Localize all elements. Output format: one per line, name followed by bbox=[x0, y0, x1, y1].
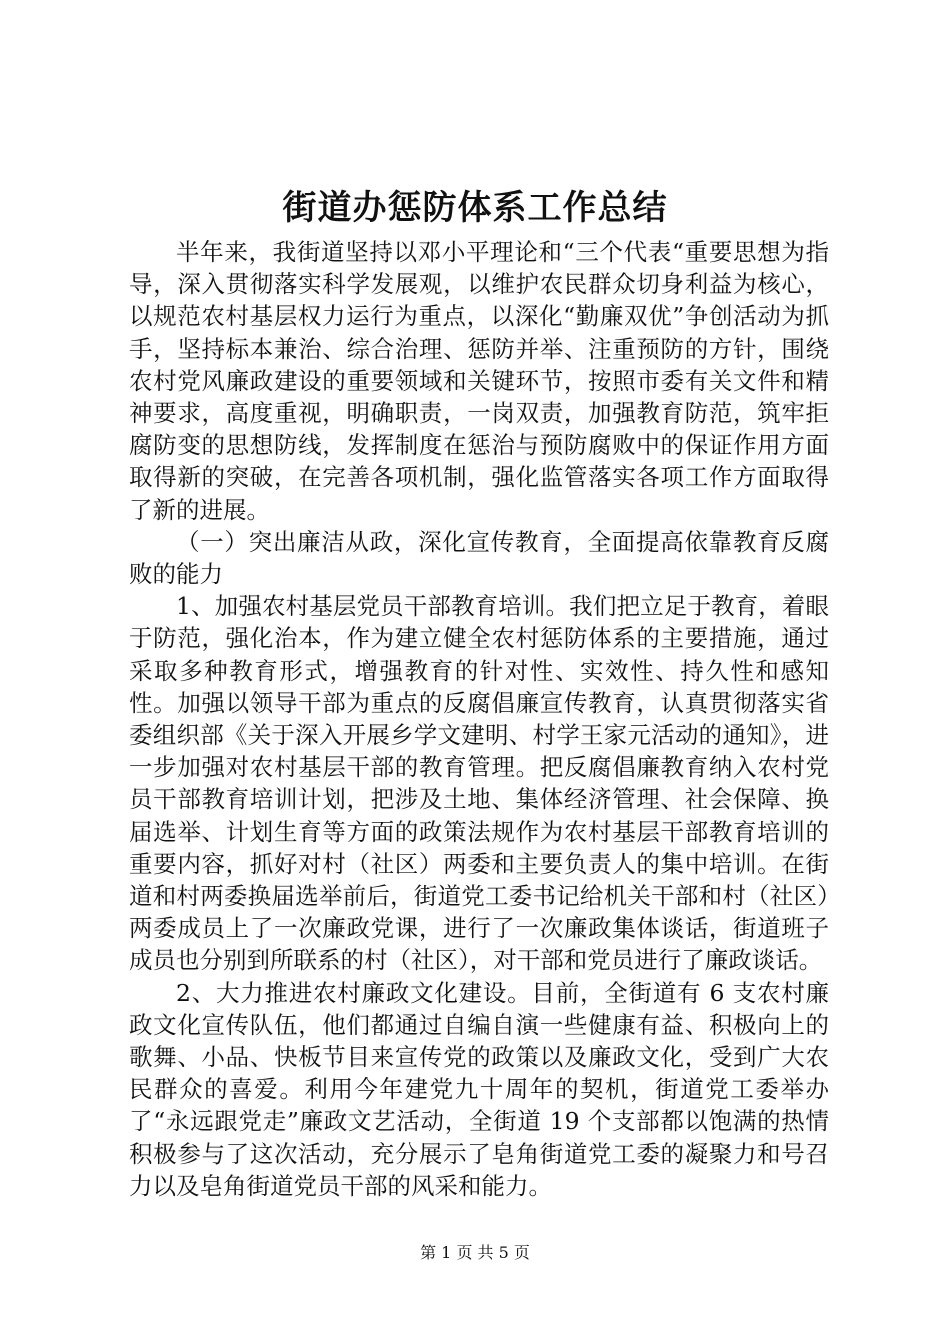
paragraph-item-1: 1、加强农村基层党员干部教育培训。我们把立足于教育，着眼于防范，强化治本，作为建立健全农村惩防体系的主要措施，通过采取多种教育形式，增强教育的针对性、实效性、持久性和感知性。加强以领导干部为重点的反腐倡廉宣传教育，认真贯彻落实省委组织部《关于深入开展乡学文建明、村学王家元活动的通知》，进一步加强对农村基层干部的教育管理。把反腐倡廉教育纳入农村党员干部教育培训计划，把涉及土地、集体经济管理、社会保障、换届选举、计划生育等方面的政策法规作为农村基层干部教育培训的重要内容，抓好对村（社区）两委和主要负责人的集中培训。在街道和村两委换届选举前后，街道党工委书记给机关干部和村（社区）两委成员上了一次廉政党课，进行了一次廉政集体谈话，街道班子成员也分别到所联系的村（社区），对干部和党员进行了廉政谈话。 bbox=[129, 592, 829, 975]
document-body bbox=[129, 236, 829, 1202]
paragraph-item-2: 2、大力推进农村廉政文化建设。目前，全街道有 6 支农村廉政文化宣传队伍，他们都通过自编自演一些健康有益、积极向上的歌舞、小品、快板节目来宣传党的政策以及廉政文化，受到广大农民群众的喜爱。利用今年建党九十周年的契机，街道党工委举办了“永远跟党走”廉政文艺活动，全街道 19 个支部都以饱满的热情积极参与了这次活动，充分展示了皂角街道党工委的凝聚力和号召力以及皂角街道党员干部的风采和能力。 bbox=[129, 978, 829, 1200]
paragraph-section-heading: （一）突出廉洁从政，深化宣传教育，全面提高依靠教育反腐败的能力 bbox=[129, 527, 829, 589]
page-number-footer: 第 1 页 共 5 页 bbox=[420, 1243, 530, 1262]
document-title: 街道办惩防体系工作总结 bbox=[282, 188, 668, 228]
paragraph-intro: 半年来，我街道坚持以邓小平理论和“三个代表“重要思想为指导，深入贯彻落实科学发展观，以维护农民群众切身利益为核心，以规范农村基层权力运行为重点，以深化“勤廉双优”争创活动为抓手，坚持标本兼治、综合治理、惩防并举、注重预防的方针，围绕农村党风廉政建设的重要领域和关键环节，按照市委有关文件和精神要求，高度重视，明确职责，一岗双责，加强教育防范，筑牢拒腐防变的思想防线，发挥制度在惩治与预防腐败中的保证作用方面取得新的突破，在完善各项机制，强化监管落实各项工作方面取得了新的进展。 bbox=[129, 238, 829, 524]
